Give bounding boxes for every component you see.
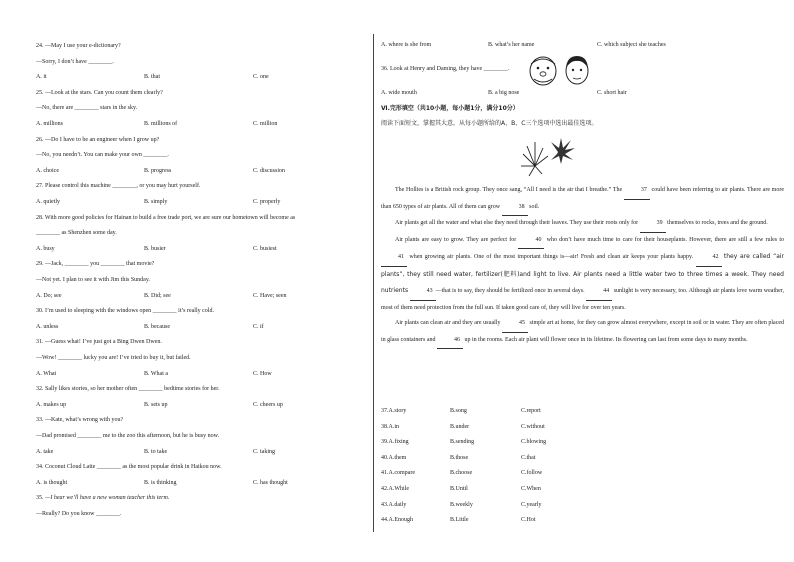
passage-paragraph-3: Air plants are easy to grow. They are perfect for 40 who don’t have much time to care for their houseplants. However, there are still a few rules to 41 when growing air plants. One of the most important things is—air! Fresh and clean air keeps your plants happy. 42 they are called “air plants”, they still need water, fertilizer(肥料)and light to live. Air plants need a little water two to three times a week. They need nutrients 43 —that is to say, they should be fertilized once in several days. 44 sunlight is very necessary, too. Although air plants love warm weather, most of them need protection from the full sun. If taken good care of, they will live for over ten years. bbox=[381, 233, 784, 317]
q31-line bbox=[36, 338, 162, 346]
q39-option-a[interactable]: 39.A.fixing bbox=[381, 439, 409, 446]
q37-option-a[interactable]: 37.A.story bbox=[381, 408, 407, 414]
q24-option-b[interactable]: B. that bbox=[144, 74, 160, 81]
q38-option-b[interactable]: B.under bbox=[450, 423, 470, 430]
question-text: —Kate, what’s wrong with you? bbox=[45, 417, 124, 424]
q29-line bbox=[36, 276, 150, 284]
question-number: 25. bbox=[36, 89, 44, 96]
q33-option-a[interactable]: A. take bbox=[36, 448, 54, 455]
q38-option-c[interactable]: C.without bbox=[521, 423, 545, 430]
q35-line bbox=[36, 494, 169, 502]
passage bbox=[381, 183, 784, 349]
q31-line bbox=[36, 354, 191, 362]
q29-option-c[interactable]: C. Have; seen bbox=[253, 292, 287, 299]
question-text: Sally likes stories, so her mother often ________ bedtime stories for her. bbox=[45, 386, 220, 393]
q31-option-b[interactable]: B. What a bbox=[144, 370, 169, 377]
q43-option-b[interactable]: B.weekly bbox=[450, 501, 473, 508]
q31-option-c[interactable]: C. How bbox=[253, 370, 272, 377]
question-text: —No, there are ________ stars in the sky. bbox=[36, 105, 138, 112]
q29-line bbox=[36, 260, 154, 268]
henry-daming-faces-image bbox=[525, 52, 597, 88]
question-text: —I hear we’ll have a new woman teacher this term. bbox=[45, 495, 170, 502]
question-text: —Wow! ________ lucky you are! I’ve tried to buy it, but failed. bbox=[36, 355, 191, 361]
question-text: —Jack, ________ you ________ that movie? bbox=[45, 261, 155, 268]
question-number: 35. bbox=[36, 495, 44, 502]
q33-line bbox=[36, 432, 219, 440]
question-text: —May I use your e-dictionary? bbox=[45, 43, 121, 49]
q27-line bbox=[36, 182, 200, 190]
question-text: —Look at the stars. Can you count them clearly? bbox=[45, 89, 163, 96]
q28-line bbox=[36, 214, 295, 222]
column-divider bbox=[373, 34, 374, 532]
q33-option-b[interactable]: B. to take bbox=[144, 448, 168, 455]
question-text: —Not yet. I plan to see it with Jim this Sunday. bbox=[36, 277, 150, 283]
q35-option-c[interactable]: C. which subject she teaches bbox=[597, 42, 666, 48]
q34-option-a[interactable]: A. is thought bbox=[36, 479, 68, 486]
blank-40[interactable]: 40 bbox=[518, 233, 544, 250]
question-number: 26. bbox=[36, 136, 44, 143]
blank-38[interactable]: 38 bbox=[502, 200, 528, 217]
q28-line bbox=[36, 229, 117, 237]
q37-option-c[interactable]: C.report bbox=[521, 408, 541, 414]
q41-option-b[interactable]: B.choose bbox=[450, 470, 473, 477]
q40-option-b[interactable]: B.those bbox=[450, 454, 469, 461]
q30-option-b[interactable]: B. because bbox=[144, 323, 170, 330]
q41-option-c[interactable]: C.follow bbox=[521, 470, 543, 477]
question-text: —Guess what! I’ve just got a Bing Dwen Dwen. bbox=[45, 339, 162, 346]
q34-line bbox=[36, 463, 222, 471]
question-number: 32. bbox=[36, 386, 44, 393]
q44-option-b[interactable]: B.Little bbox=[450, 517, 469, 524]
question-number: 28. bbox=[36, 214, 44, 221]
passage-paragraph-2: Air plants get all the water and what else they need through their leaves. They use their roots only for 39 themselves to rocks, trees and the ground. bbox=[381, 216, 784, 233]
question-text: —No, you needn’t. You can make your own ________. bbox=[36, 152, 169, 159]
blank-37[interactable]: 37 bbox=[624, 183, 650, 200]
q25-line bbox=[36, 104, 137, 112]
q25-option-c[interactable]: C. million bbox=[253, 121, 278, 127]
q32-option-c[interactable]: C. cheers up bbox=[253, 401, 283, 408]
question-text: Please control this machine ________, or you may hurt yourself. bbox=[45, 183, 201, 190]
q25-line bbox=[36, 89, 163, 97]
q30-option-a[interactable]: A. unless bbox=[36, 323, 59, 330]
q26-option-a[interactable]: A. choice bbox=[36, 167, 59, 174]
q27-option-c[interactable]: C. properly bbox=[253, 199, 281, 205]
q26-line bbox=[36, 136, 159, 144]
question-text: —Do I have to be an engineer when I grow up? bbox=[45, 136, 160, 143]
q36-option-a[interactable]: A. wide mouth bbox=[381, 90, 417, 96]
q36-option-c[interactable]: C. short hair bbox=[597, 90, 627, 96]
q26-option-b[interactable]: B. progress bbox=[144, 167, 172, 174]
q24-line bbox=[36, 42, 121, 50]
blank-45[interactable]: 45 bbox=[502, 316, 528, 333]
q32-option-a[interactable]: A. makes up bbox=[36, 401, 67, 408]
question-text: —Dad promised ________ me to the zoo this afternoon, but he is busy now. bbox=[36, 433, 220, 439]
q27-option-a[interactable]: A. quietly bbox=[36, 199, 60, 205]
q39-option-b[interactable]: B.sending bbox=[450, 439, 475, 446]
q33-line bbox=[36, 416, 123, 424]
q24-line bbox=[36, 58, 114, 66]
q26-line bbox=[36, 151, 169, 159]
question-text: I’m used to sleeping with the windows open ________ it’s really cold. bbox=[45, 308, 214, 315]
q24-option-c[interactable]: C. one bbox=[253, 74, 269, 81]
q44-option-c[interactable]: C.Hot bbox=[521, 517, 536, 524]
q33-option-c[interactable]: C. taking bbox=[253, 448, 275, 455]
question-number: 34. bbox=[36, 464, 44, 471]
q36-stem: 36. Look at Henry and Daming, they have ________. bbox=[381, 66, 510, 72]
passage-paragraph-4: Air plants can clean air and they are usually 45 simple art at home, for they can grow almost everywhere, except in soil or in water. They are often placed in glass containers and 46 up in the rooms. Each air plant will flower once in its lifetime. Its flowering can last from some days to many months. bbox=[381, 316, 784, 349]
blank-46[interactable]: 46 bbox=[437, 333, 463, 350]
q28-option-a[interactable]: A. busy bbox=[36, 245, 55, 252]
q34-option-c[interactable]: C. has thought bbox=[253, 479, 288, 486]
q42-option-c[interactable]: C.When bbox=[521, 486, 541, 492]
q26-option-c[interactable]: C. discussion bbox=[253, 167, 286, 174]
q35-option-a[interactable]: A. where is she from bbox=[381, 42, 432, 48]
q24-option-a[interactable]: A. it bbox=[36, 74, 47, 81]
q32-line bbox=[36, 385, 219, 393]
blank-41[interactable]: 41 bbox=[381, 250, 407, 267]
q35-option-b[interactable]: B. what’s her name bbox=[488, 42, 535, 48]
q32-option-b[interactable]: B. sets up bbox=[144, 401, 168, 408]
question-number: 29. bbox=[36, 261, 44, 268]
question-number: 24. bbox=[36, 43, 44, 49]
q31-option-a[interactable]: A. What bbox=[36, 370, 57, 377]
q43-option-c[interactable]: C.yearly bbox=[521, 501, 542, 508]
question-text: —Really? Do you know ________. bbox=[36, 511, 122, 517]
section-instruction: 阅读下面短文，掌握其大意，从每小题所给的A、B、C三个选项中选出最佳选项。 bbox=[381, 120, 598, 127]
q30-option-c[interactable]: C. if bbox=[253, 323, 264, 330]
q43-option-a[interactable]: 43.A.daily bbox=[381, 501, 407, 508]
question-text: With more good policies for Hainan to build a free trade port, we are sure our hometown will become as bbox=[44, 214, 296, 221]
question-number: 33. bbox=[36, 417, 44, 424]
question-number: 30. bbox=[36, 308, 44, 315]
q44-option-a[interactable]: 44.A.Enough bbox=[381, 517, 413, 524]
q25-option-a[interactable]: A. millions bbox=[36, 121, 64, 127]
blank-43[interactable]: 43 bbox=[410, 284, 436, 301]
q28-option-b[interactable]: B. busier bbox=[144, 245, 166, 252]
q37-option-b[interactable]: B.song bbox=[450, 408, 467, 414]
q29-option-b[interactable]: B. Did; see bbox=[144, 292, 171, 299]
blank-44[interactable]: 44 bbox=[586, 284, 612, 301]
q40-option-a[interactable]: 40.A.them bbox=[381, 454, 407, 461]
section-title: Ⅵ.完形填空（共10小题，每小题1分，满分10分） bbox=[381, 105, 519, 112]
q39-option-c[interactable]: C.blowing bbox=[521, 439, 547, 446]
question-text: ________ as Shenzhen some day. bbox=[36, 230, 117, 237]
q27-option-b[interactable]: B. simply bbox=[144, 199, 168, 205]
q30-line bbox=[36, 307, 214, 315]
question-text: Coconut Cloud Latte ________ as the most popular drink in Haikou now. bbox=[45, 464, 222, 471]
q40-option-c[interactable]: C.that bbox=[521, 454, 536, 461]
question-number: 31. bbox=[36, 339, 44, 346]
blank-42[interactable]: 42 bbox=[696, 250, 722, 267]
q28-option-c[interactable]: C. busiest bbox=[253, 245, 277, 252]
air-plant-image bbox=[515, 136, 581, 178]
q29-option-a[interactable]: A. Do; see bbox=[36, 292, 62, 299]
passage-paragraph-1: The Hollies is a British rock group. They once sang, “All I need is the air that I breathe.” The 37 could have been referring to air plants. There are more than 650 types of air plants. All of them can grow 38 soil. bbox=[381, 183, 784, 216]
q41-option-a[interactable]: 41.A.compare bbox=[381, 470, 415, 477]
q38-option-a[interactable]: 38.A.in bbox=[381, 423, 399, 430]
q34-option-b[interactable]: B. is thinking bbox=[144, 479, 177, 486]
blank-39[interactable]: 39 bbox=[640, 216, 666, 233]
q42-option-b[interactable]: B.Until bbox=[450, 486, 468, 492]
q42-option-a[interactable]: 42.A.While bbox=[381, 486, 409, 492]
q25-option-b[interactable]: B. millions of bbox=[144, 121, 178, 127]
q36-option-b[interactable]: B. a big nose bbox=[488, 90, 520, 96]
question-number: 27. bbox=[36, 183, 44, 190]
question-text: —Sorry, I don’t have ________. bbox=[36, 58, 114, 65]
q35-line bbox=[36, 510, 122, 518]
